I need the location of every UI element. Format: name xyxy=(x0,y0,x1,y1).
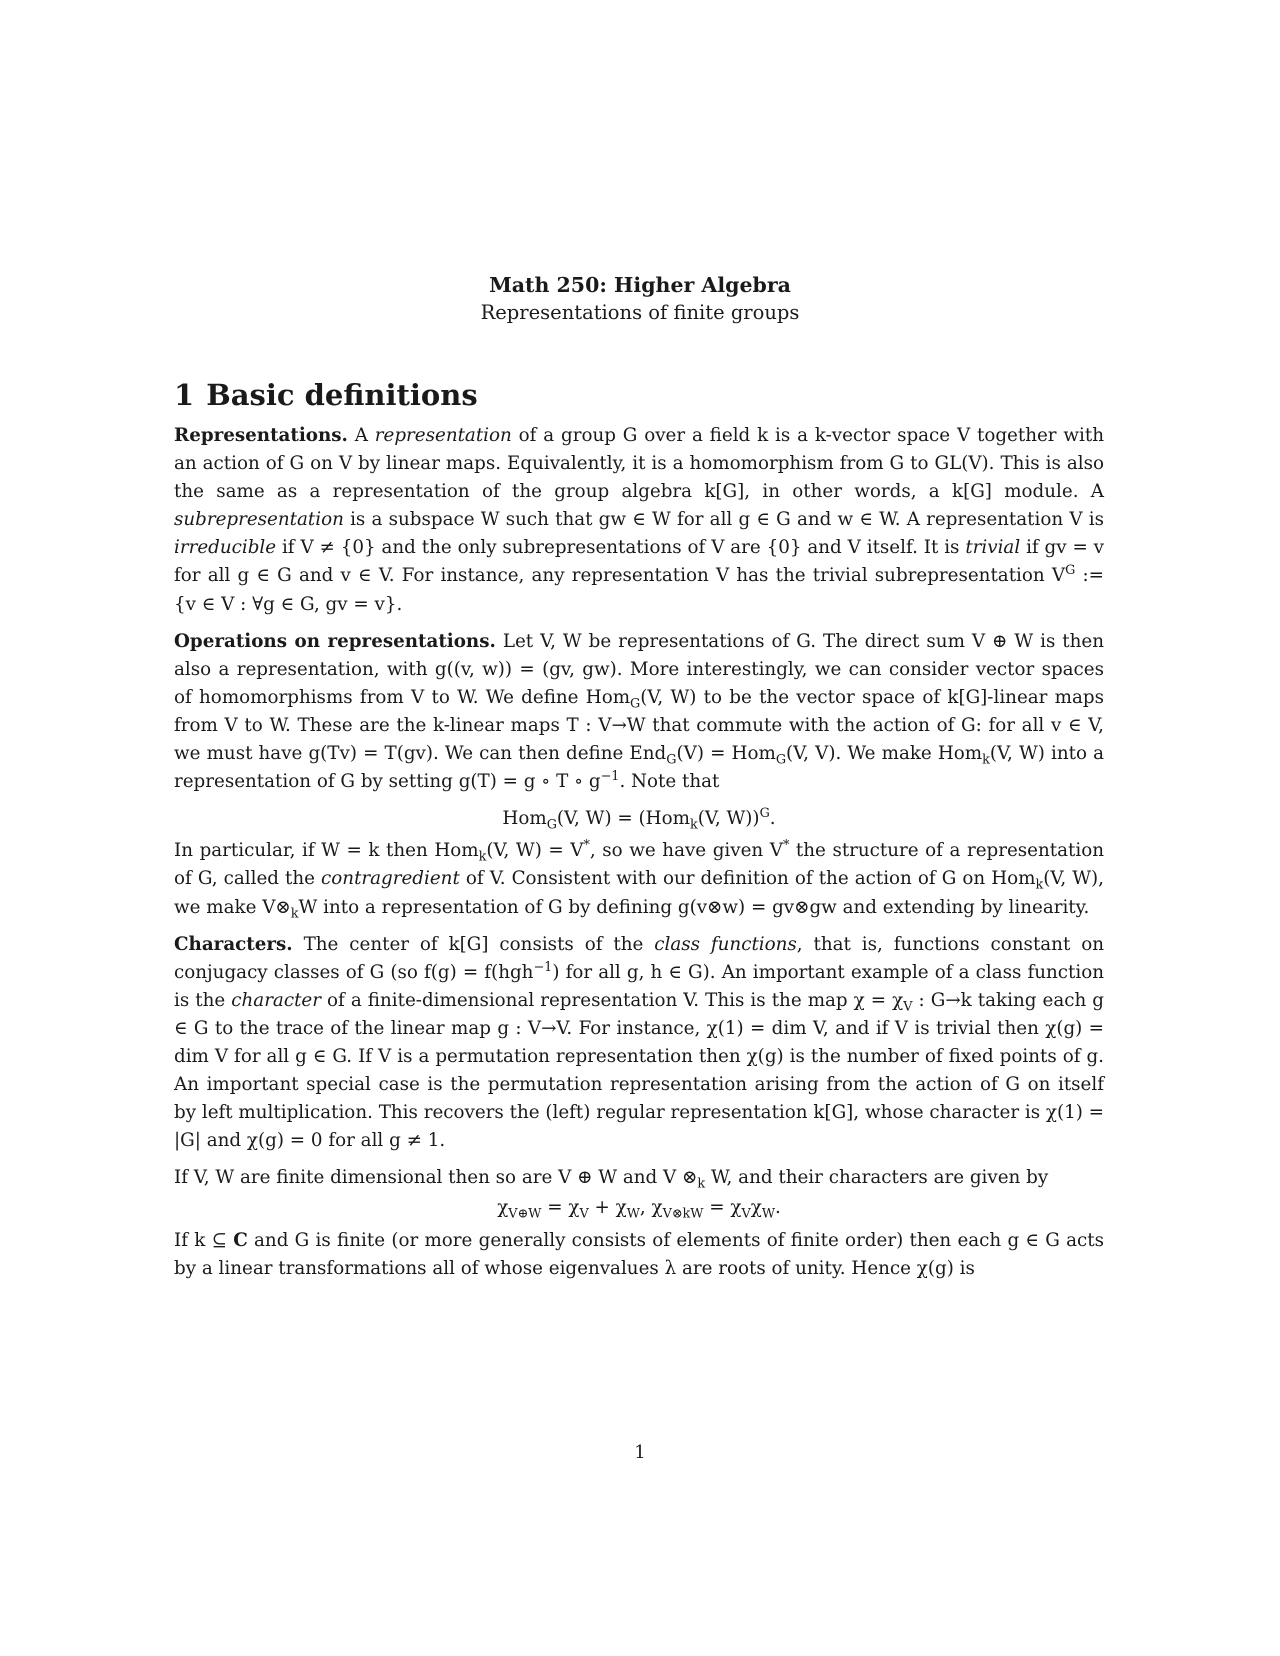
section-title: Basic definitions xyxy=(206,378,478,412)
paragraph-text: Let V, W be representations of G. The direct sum V ⊕ W is then also a representation, with g((v, w)) = (gv, gw). More interestingly, we can consider vector spaces of homomorphisms from V to W. We define Hom$_G$(V, W) to be the vector space of k[G]-linear maps from V to W. These are the k-linear maps T : V→W that commute with the action of G: for all v ∈ V, we must have g(Tv) = T(gv). We can then define End$_G$(V) = Hom$_G$(V, V). We make Hom$_k$(V, W) into a representation of G by setting g(T) = g ∘ T ∘ $g^{-1}$. Note that xyxy=(174,630,1105,793)
paragraph-text: If k ⊆ C and G is finite (or more generally consists of elements of finite order) then each g ∈ G acts by a linear transformations all of whose eigenvalues λ are roots of unity. Hence χ(g) is xyxy=(174,1229,1104,1279)
document-subtitle: Representations of finite groups xyxy=(480,301,800,324)
section-body xyxy=(174,422,1104,1292)
paragraph-contragredient xyxy=(174,837,1104,921)
paragraph-representations xyxy=(174,422,1104,619)
page-number: 1 xyxy=(634,1442,646,1463)
document-header xyxy=(0,271,1280,327)
paragraph-text: A representation of a group G over a field k is a k-vector space V together with an action of G on V by linear maps. Equivalently, it is a homomorphism from G to GL(V). This is also the same as a representation of the group algebra k[G], in other words, a k[G] module. A subrepresentation is a subspace W such that gw ∈ W for all g ∈ G and w ∈ W. A representation V is irreducible if V ≠ {0} and the only subrepresentations of V are {0} and V itself. It is trivial if gv = v for all g ∈ G and v ∈ V. For instance, any representation V has the trivial subrepresentation $V^G$ := {v ∈ V : ∀g ∈ G, gv = v}. xyxy=(174,425,1104,615)
paragraph-text: In particular, if W = k then Hom$_k$(V, W) = V*, so we have given V* the structure of a representation of G, called the contragredient of V. Consistent with our definition of the action of G on Hom$_k$(V, W), we make $V\otimes_kW$ into a representation of G by defining g(v⊗w) = gv⊗gw and extending by linearity. xyxy=(174,838,1104,922)
course-title: Math 250: Higher Algebra xyxy=(489,273,791,297)
display-equation: $\chi_{V\oplus W} = \chi_V + \chi_W$, $\chi_{V\otimes kW} = \chi_V\chi_W$. xyxy=(497,1197,781,1223)
paragraph-roots-of-unity xyxy=(174,1227,1104,1283)
section-number: 1 xyxy=(174,378,195,412)
paragraph-characters xyxy=(174,931,1104,1156)
display-equation: Hom$_G$(V, W) = (Hom$_k$(V, W))$^G$. xyxy=(502,806,776,833)
paragraph-operations xyxy=(174,628,1104,797)
section-heading xyxy=(174,378,478,412)
paragraph-character-sums xyxy=(174,1164,1104,1192)
paragraph-lead: Characters. xyxy=(174,933,293,955)
paragraph-lead: Representations. xyxy=(174,425,348,446)
paragraph-text: The center of k[G] consists of the class functions, that is, functions constant on conjugacy classes of G (so f(g) = f(hgh$^{-1}$) for all g, h ∈ G). An important example of a class function is the character of a finite-dimensional representation V. This is the map $\chi = \chi_V$ : G→k taking each g ∈ G to the trace of the linear map g : V→V. For instance, χ(1) = dim V, and if V is trivial then χ(g) = dim V for all g ∈ G. If V is a permutation representation then χ(g) is the number of fixed points of g. An important special case is the permutation representation arising from the action of G on itself by left multiplication. This recovers the (left) regular representation k[G], whose character is χ(1) = |G| and χ(g) = 0 for all g ≠ 1. xyxy=(174,933,1105,1152)
paragraph-lead: Operations on representations. xyxy=(174,630,496,652)
paragraph-text: If V, W are finite dimensional then so are V ⊕ W and V $\otimes_k$ W, and their characters are given by xyxy=(174,1167,1049,1192)
